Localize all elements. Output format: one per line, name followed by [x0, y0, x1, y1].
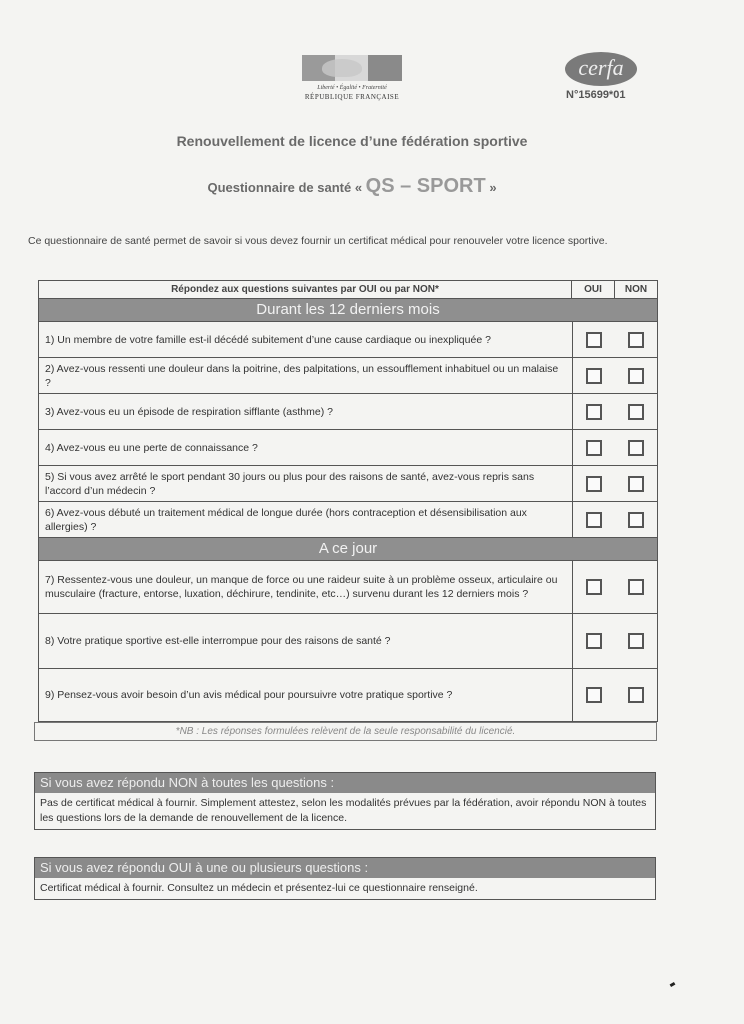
checkbox-no[interactable]	[628, 332, 644, 348]
question-row-6	[39, 502, 657, 538]
question-text: 9) Pensez-vous avoir besoin d’un avis médical pour poursuivre votre pratique sportive ?	[39, 669, 573, 721]
questionnaire-table	[38, 280, 658, 722]
subtitle-main: QS – SPORT	[365, 175, 486, 197]
table-header	[39, 281, 657, 299]
question-row-1	[39, 322, 657, 358]
scan-mark	[670, 982, 676, 987]
checkbox-no[interactable]	[628, 579, 644, 595]
section-title-12-months: Durant les 12 derniers mois	[39, 299, 657, 322]
checkbox-no[interactable]	[628, 440, 644, 456]
cerfa-logo: cerfa	[565, 52, 637, 86]
checkbox-no[interactable]	[628, 404, 644, 420]
checkbox-yes[interactable]	[586, 476, 602, 492]
question-text: 4) Avez-vous eu une perte de connaissance ?	[39, 430, 573, 465]
subtitle-prefix: Questionnaire de santé «	[207, 180, 366, 195]
question-row-7	[39, 561, 657, 614]
subtitle-suffix: »	[485, 180, 497, 195]
intro-text: Ce questionnaire de santé permet de savoir si vous devez fournir un certificat médical pour renouveler votre licence sportive.	[28, 235, 608, 247]
info-box-no	[34, 772, 656, 830]
question-text: 8) Votre pratique sportive est-elle interrompue pour des raisons de santé ?	[39, 614, 573, 668]
checkbox-no[interactable]	[628, 512, 644, 528]
checkbox-yes[interactable]	[586, 404, 602, 420]
checkbox-yes[interactable]	[586, 368, 602, 384]
checkbox-no[interactable]	[628, 633, 644, 649]
question-row-2	[39, 358, 657, 394]
checkbox-yes[interactable]	[586, 332, 602, 348]
question-text: 7) Ressentez-vous une douleur, un manque de force ou une raideur suite à un problème osseux, articulaire ou musculaire (fracture, entorse, luxation, déchirure, tendinite, etc…) survenu durant les 12 derniers mois ?	[39, 561, 573, 613]
header-question: Répondez aux questions suivantes par OUI ou par NON*	[39, 281, 572, 298]
info-box-yes	[34, 857, 656, 900]
info-box-no-text: Pas de certificat médical à fournir. Simplement attestez, selon les modalités prévues par la fédération, avoir répondu NON à toutes les questions lors de la demande de renouvellement de la licence.	[40, 797, 647, 824]
question-row-5	[39, 466, 657, 502]
rf-motto: Liberté • Égalité • Fraternité	[317, 85, 387, 91]
question-row-8	[39, 614, 657, 669]
republique-francaise-logo	[300, 55, 404, 111]
checkbox-yes[interactable]	[586, 687, 602, 703]
question-text: 2) Avez-vous ressenti une douleur dans la poitrine, des palpitations, un essoufflement inhabituel ou un malaise ?	[39, 358, 573, 393]
question-text: 1) Un membre de votre famille est-il décédé subitement d’une cause cardiaque ou inexpliquée ?	[39, 322, 573, 357]
header-no: NON	[614, 281, 657, 298]
info-box-no-title: Si vous avez répondu NON à toutes les questions :	[35, 773, 655, 793]
question-row-9	[39, 669, 657, 721]
cerfa-number: N°15699*01	[566, 89, 626, 101]
checkbox-no[interactable]	[628, 476, 644, 492]
checkbox-yes[interactable]	[586, 440, 602, 456]
question-row-3	[39, 394, 657, 430]
question-row-4	[39, 430, 657, 466]
question-text: 6) Avez-vous débuté un traitement médical de longue durée (hors contraception et désensibilisation aux allergies) ?	[39, 502, 573, 537]
info-box-yes-title: Si vous avez répondu OUI à une ou plusieurs questions :	[35, 858, 655, 878]
nb-note: *NB : Les réponses formulées relèvent de la seule responsabilité du licencié.	[34, 722, 657, 741]
checkbox-yes[interactable]	[586, 579, 602, 595]
marianne-flag-icon	[302, 55, 402, 81]
header-yes: OUI	[584, 284, 602, 295]
section-title-today: A ce jour	[39, 538, 657, 561]
checkbox-yes[interactable]	[586, 633, 602, 649]
question-text: 3) Avez-vous eu un épisode de respiration sifflante (asthme) ?	[39, 394, 573, 429]
question-text: 5) Si vous avez arrêté le sport pendant 30 jours ou plus pour des raisons de santé, avez-vous repris sans l’accord d’un médecin ?	[39, 466, 573, 501]
page-subtitle	[0, 175, 704, 198]
checkbox-no[interactable]	[628, 687, 644, 703]
checkbox-yes[interactable]	[586, 512, 602, 528]
info-box-yes-text: Certificat médical à fournir. Consultez un médecin et présentez-lui ce questionnaire renseigné.	[40, 882, 478, 894]
rf-name: RÉPUBLIQUE FRANÇAISE	[304, 93, 400, 101]
page-title: Renouvellement de licence d’une fédération sportive	[176, 133, 528, 149]
checkbox-no[interactable]	[628, 368, 644, 384]
